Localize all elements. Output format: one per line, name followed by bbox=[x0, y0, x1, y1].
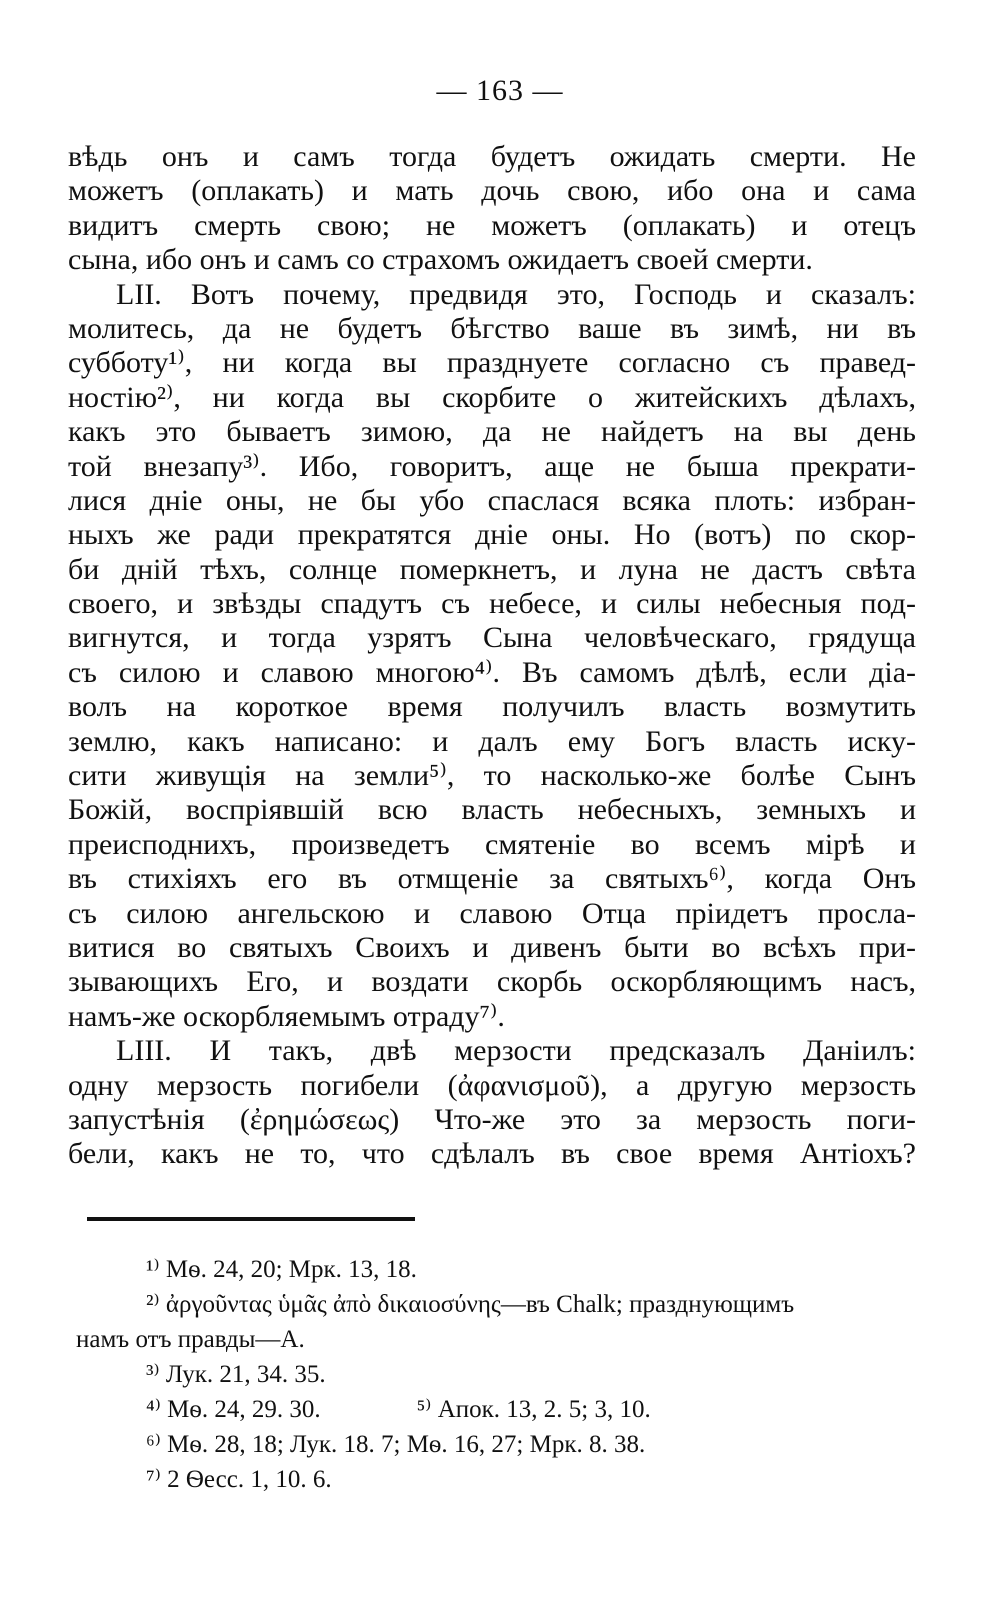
text-line: лися дніе оны, не бы убо спаслася всяка плоть: избран- bbox=[68, 483, 916, 517]
footnotes bbox=[76, 1252, 924, 1497]
section-lii-heading-line: LII. Вотъ почему, предвидя это, Господь и сказалъ: bbox=[116, 277, 916, 311]
text-line: ностію²⁾, ни когда вы скорбите о житейскихъ дѣлахъ, bbox=[68, 380, 916, 414]
text-line: землю, какъ написано: и далъ ему Богъ власть иску- bbox=[68, 724, 916, 758]
text-line: видитъ смерть свою; не можетъ (оплакать) и отецъ bbox=[68, 208, 916, 242]
text-line: своего, и звѣзды спадутъ съ небесе, и силы небесныя под- bbox=[68, 587, 916, 621]
text-line: Божій, воспріявшій всю власть небесныхъ, земныхъ и bbox=[68, 793, 916, 827]
text-line: съ силою ангельскою и славою Отца пріидетъ просла- bbox=[68, 896, 916, 930]
page-number: — 163 — bbox=[436, 74, 564, 107]
footnote-2: ²⁾ ἀργοῦντας ὑμᾶς ἀπὸ δικαιοσύνης—въ Chalk; празднующимъ bbox=[146, 1291, 795, 1318]
text-line: какъ это бываетъ зимою, да не найдетъ на вы день bbox=[68, 415, 916, 449]
text-line: би дній тѣхъ, солнце померкнетъ, и луна не дастъ свѣта bbox=[68, 552, 916, 586]
text-line: запустѣнія (ἐρημώσεως) Что-же это за мерзость поги- bbox=[68, 1102, 916, 1136]
text-line: бели, какъ не то, что сдѣлалъ въ свое время Антіохъ? bbox=[68, 1137, 916, 1171]
text-line: витися во святыхъ Своихъ и дивенъ быти во всѣхъ при- bbox=[68, 930, 916, 964]
footnote-4: ⁴⁾ Мѳ. 24, 29. 30. bbox=[146, 1396, 321, 1423]
text-line: ныхъ же ради прекратятся дніе оны. Но (вотъ) по скор- bbox=[68, 518, 916, 552]
text-line: вѣдь онъ и самъ тогда будетъ ожидать смерти. Не bbox=[68, 140, 916, 173]
text-line: намъ-же оскорбляемымъ отраду⁷⁾. bbox=[68, 999, 505, 1033]
footnote-row-4-5 bbox=[76, 1392, 924, 1427]
footnote-3: ³⁾ Лук. 21, 34. 35. bbox=[146, 1361, 326, 1388]
main-text bbox=[68, 140, 916, 1172]
text-line: вигнутся, и тогда узрятъ Сына человѣческаго, грядуща bbox=[68, 621, 916, 655]
footnote-5: ⁵⁾ Апок. 13, 2. 5; 3, 10. bbox=[416, 1396, 651, 1423]
footnote-separator-rule bbox=[87, 1217, 415, 1221]
section-liii-heading-line: LIII. И такъ, двѣ мерзости предсказалъ Даніилъ: bbox=[116, 1034, 916, 1068]
text-line: преисподнихъ, произведетъ смятеніе во всемъ мірѣ и bbox=[68, 827, 916, 861]
text-line: съ силою и славою многою⁴⁾. Въ самомъ дѣлѣ, если діа- bbox=[68, 655, 916, 689]
text-line: волъ на короткое время получилъ власть возмутить bbox=[68, 690, 916, 724]
text-line: той внезапу³⁾. Ибо, говоритъ, аще не быша прекрати- bbox=[68, 449, 916, 483]
text-line: въ стихіяхъ его въ отмщеніе за святыхъ⁶⁾, когда Онъ bbox=[68, 862, 916, 896]
text-line: зывающихъ Его, и воздати скорбь оскорбляющимъ насъ, bbox=[68, 965, 916, 999]
text-line: субботу¹⁾, ни когда вы празднуете согласно съ правед- bbox=[68, 346, 916, 380]
text-line: молитесь, да не будетъ бѣгство ваше въ зимѣ, ни въ bbox=[68, 311, 916, 345]
text-line: сына, ибо онъ и самъ со страхомъ ожидаетъ своей смерти. bbox=[68, 243, 813, 277]
text-line: сити живущія на земли⁵⁾, то насколько-же болѣе Сынъ bbox=[68, 759, 916, 793]
text-line: можетъ (оплакать) и мать дочь свою, ибо она и сама bbox=[68, 174, 916, 208]
footnote-2-continuation: намъ отъ правды—А. bbox=[76, 1326, 305, 1353]
text-line: одну мерзость погибели (ἀφανισμοῦ), а другую мерзость bbox=[68, 1068, 916, 1102]
footnote-6: ⁶⁾ Мѳ. 28, 18; Лук. 18. 7; Мѳ. 16, 27; Мрк. 8. 38. bbox=[146, 1431, 646, 1458]
footnote-1: ¹⁾ Мѳ. 24, 20; Мрк. 13, 18. bbox=[146, 1256, 417, 1283]
footnote-7: ⁷⁾ 2 Ѳесс. 1, 10. 6. bbox=[146, 1466, 332, 1493]
